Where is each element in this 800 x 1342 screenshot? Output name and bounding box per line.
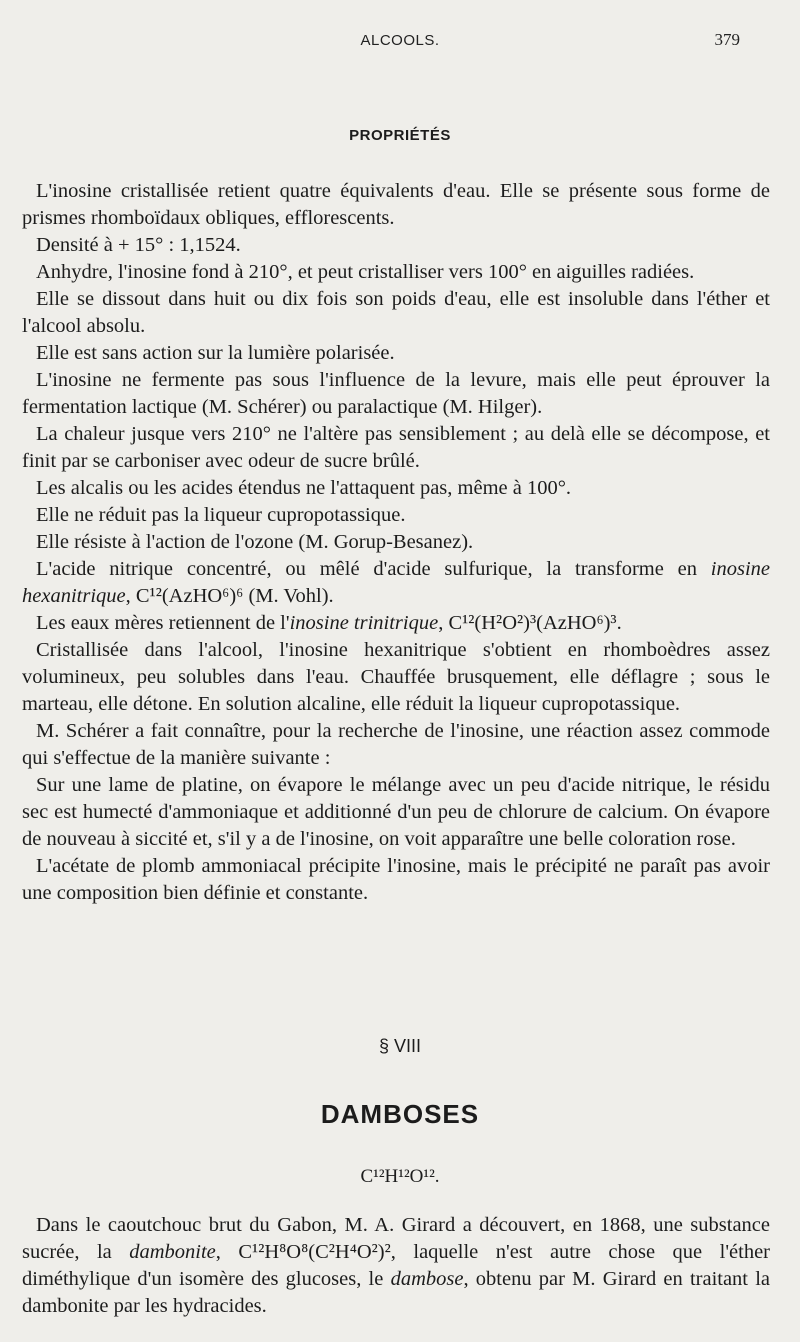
paragraph: L'inosine ne fermente pas sous l'influence de la levure, mais elle peut éprouver la fermentation lactique (M. Schérer) ou paralactique (M. Hilger). (22, 369, 770, 418)
italic-term: inosine hexanitrique (22, 558, 770, 607)
paragraph: Anhydre, l'inosine fond à 210°, et peut cristalliser vers 100° en aiguilles radiées. (36, 261, 695, 283)
chapter-title: DAMBOSES (320, 1099, 480, 1129)
paragraph: Sur une lame de platine, on évapore le mélange avec un peu d'acide nitrique, le résidu sec est humecté d'ammoniaque et additionné d'un peu de chlorure de calcium. On évapore de nouveau à siccité et, s'il y a de l'inosine, on voit apparaître une belle coloration rose. (22, 774, 770, 850)
paragraph: Elle résiste à l'action de l'ozone (M. Gorup-Besanez). (36, 531, 474, 553)
paragraph: L'acétate de plomb ammoniacal précipite l'inosine, mais le précipité ne paraît pas avoir une composition bien définie et constante. (22, 855, 770, 904)
section-number: § VIII (378, 1036, 422, 1056)
paragraph: Cristallisée dans l'alcool, l'inosine hexanitrique s'obtient en rhomboèdres assez volumineux, peu solubles dans l'eau. Chauffée brusquement, elle déflagre ; sous le marteau, elle détone. En solution alcaline, elle réduit la liqueur cupropotassique. (22, 639, 770, 715)
chemical-formula: C¹²(H²O²)³(AzHO⁶)³. (448, 612, 622, 634)
page-number: 379 (714, 30, 740, 49)
italic-term: inosine trinitrique (289, 612, 439, 634)
paragraph: Densité à + 15° : 1,1524. (36, 234, 241, 256)
paragraph-mothers: Les eaux mères retiennent de l'inosine trinitrique, C¹²(H²O²)³(AzHO⁶)³. (36, 612, 622, 634)
italic-term: dambonite (129, 1241, 216, 1263)
paragraph: Elle ne réduit pas la liqueur cupropotassique. (36, 504, 406, 526)
italic-term: dambose (390, 1268, 464, 1290)
chapter-text (22, 1212, 770, 1320)
paragraph: Elle se dissout dans huit ou dix fois son poids d'eau, elle est insoluble dans l'éther et l'alcool absolu. (22, 288, 770, 337)
paragraph: Les alcalis ou les acides étendus ne l'attaquent pas, même à 100°. (36, 477, 572, 499)
paragraph: L'inosine cristallisée retient quatre équivalents d'eau. Elle se présente sous forme de prismes rhomboïdaux obliques, efflorescents. (22, 180, 770, 229)
section-title: PROPRIÉTÉS (349, 127, 451, 144)
chapter-formula: C¹²H¹²O¹². (360, 1166, 440, 1187)
paragraph: M. Schérer a fait connaître, pour la recherche de l'inosine, une réaction assez commode qui s'effectue de la manière suivante : (22, 720, 770, 769)
paragraph: Elle est sans action sur la lumière polarisée. (36, 342, 395, 364)
paragraph-dambonite: Dans le caoutchouc brut du Gabon, M. A. Girard a découvert, en 1868, une substance sucrée, la dambonite, C¹²H⁸O⁸(C²H⁴O²)², laquelle n'est autre chose que l'éther diméthylique d'un isomère des glucoses, le dambose, obtenu par M. Girard en traitant la dambonite par les hydracides. (22, 1214, 770, 1317)
paragraph: La chaleur jusque vers 210° ne l'altère pas sensiblement ; au delà elle se décompose, et finit par se carboniser avec odeur de sucre brûlé. (22, 423, 770, 472)
paragraph-nitric: L'acide nitrique concentré, ou mêlé d'acide sulfurique, la transforme en inosine hexanitrique, C¹²(AzHO⁶)⁶ (M. Vohl). (22, 558, 770, 607)
main-text (22, 178, 770, 907)
running-header-title: ALCOOLS. (360, 32, 440, 49)
chemical-formula: C¹²(AzHO⁶)⁶ (135, 585, 244, 607)
